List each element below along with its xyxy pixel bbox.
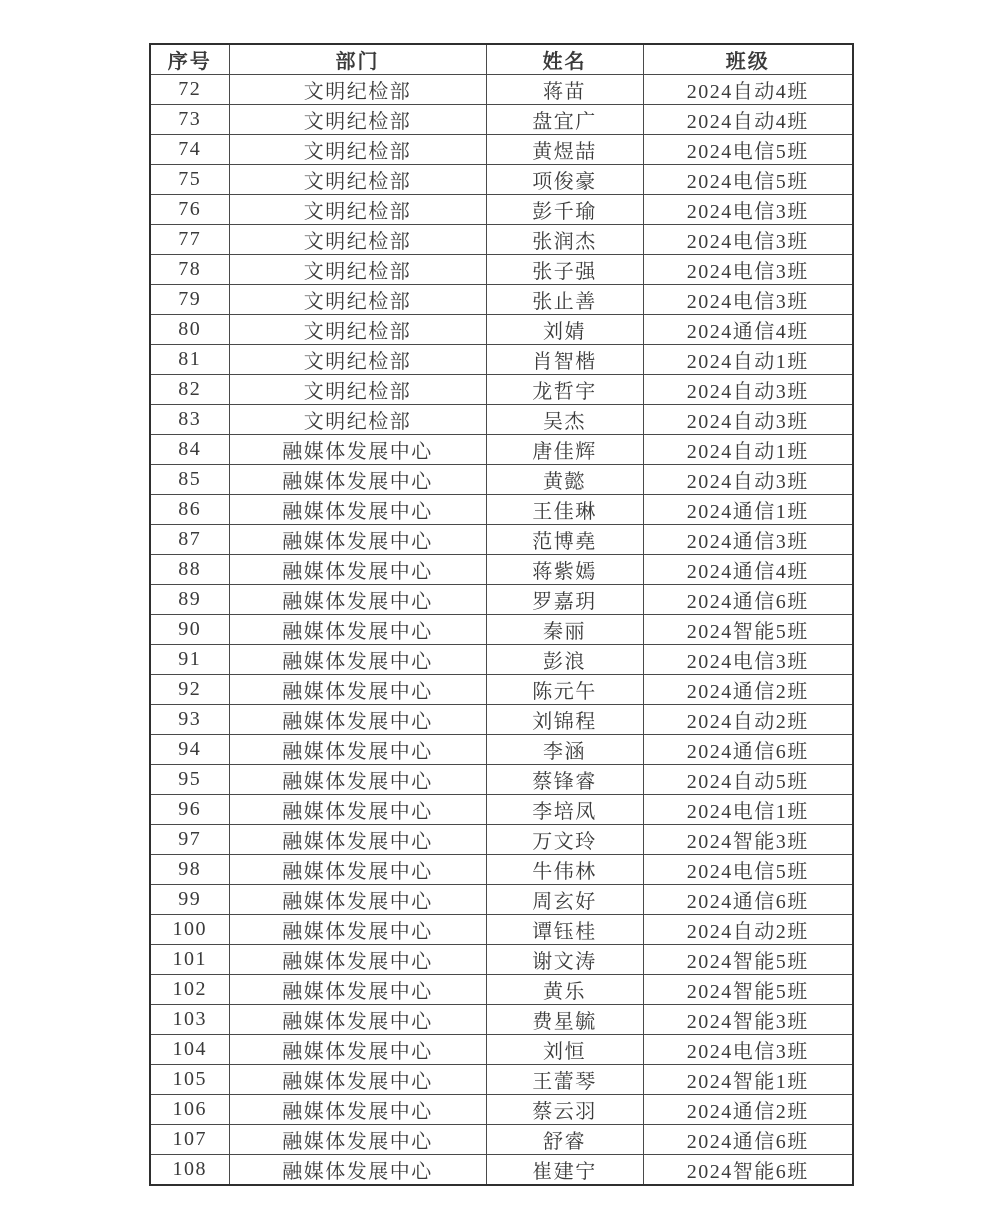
cell-class: 2024自动3班 — [643, 465, 853, 495]
table-row — [150, 825, 853, 855]
table-row — [150, 1125, 853, 1155]
cell-department: 融媒体发展中心 — [229, 855, 486, 885]
cell-class: 2024通信4班 — [643, 555, 853, 585]
cell-class: 2024通信2班 — [643, 675, 853, 705]
cell-name: 蒋苗 — [486, 75, 643, 105]
cell-class: 2024智能5班 — [643, 615, 853, 645]
cell-name: 黄懿 — [486, 465, 643, 495]
cell-name: 黄煜喆 — [486, 135, 643, 165]
cell-class: 2024自动1班 — [643, 435, 853, 465]
cell-class: 2024智能5班 — [643, 945, 853, 975]
cell-class: 2024电信3班 — [643, 285, 853, 315]
cell-name: 盘宜广 — [486, 105, 643, 135]
cell-name: 牛伟林 — [486, 855, 643, 885]
table-row — [150, 525, 853, 555]
cell-department: 文明纪检部 — [229, 75, 486, 105]
cell-department: 文明纪检部 — [229, 195, 486, 225]
cell-class: 2024自动4班 — [643, 75, 853, 105]
table-row — [150, 675, 853, 705]
cell-class: 2024电信3班 — [643, 645, 853, 675]
table-row — [150, 945, 853, 975]
cell-class: 2024自动3班 — [643, 375, 853, 405]
cell-index: 87 — [150, 525, 229, 555]
cell-department: 文明纪检部 — [229, 225, 486, 255]
cell-name: 崔建宁 — [486, 1155, 643, 1186]
header-cell-department: 部门 — [229, 44, 486, 75]
table-row — [150, 855, 853, 885]
cell-class: 2024通信6班 — [643, 1125, 853, 1155]
header-cell-name: 姓名 — [486, 44, 643, 75]
cell-class: 2024电信3班 — [643, 255, 853, 285]
table-row — [150, 705, 853, 735]
cell-name: 范博堯 — [486, 525, 643, 555]
cell-index: 95 — [150, 765, 229, 795]
cell-class: 2024智能5班 — [643, 975, 853, 1005]
table-row — [150, 735, 853, 765]
table-row — [150, 555, 853, 585]
table-row — [150, 1005, 853, 1035]
cell-name: 张子强 — [486, 255, 643, 285]
cell-index: 99 — [150, 885, 229, 915]
table-row — [150, 495, 853, 525]
cell-index: 91 — [150, 645, 229, 675]
cell-class: 2024智能6班 — [643, 1155, 853, 1186]
table-row — [150, 795, 853, 825]
cell-name: 项俊豪 — [486, 165, 643, 195]
cell-department: 融媒体发展中心 — [229, 735, 486, 765]
table-row — [150, 975, 853, 1005]
cell-name: 彭浪 — [486, 645, 643, 675]
cell-name: 秦丽 — [486, 615, 643, 645]
cell-index: 77 — [150, 225, 229, 255]
cell-name: 陈元午 — [486, 675, 643, 705]
cell-department: 融媒体发展中心 — [229, 645, 486, 675]
cell-index: 100 — [150, 915, 229, 945]
cell-name: 黄乐 — [486, 975, 643, 1005]
cell-name: 李涵 — [486, 735, 643, 765]
cell-index: 102 — [150, 975, 229, 1005]
cell-department: 文明纪检部 — [229, 285, 486, 315]
cell-department: 融媒体发展中心 — [229, 1035, 486, 1065]
cell-department: 融媒体发展中心 — [229, 705, 486, 735]
roster-table-body — [150, 75, 853, 1186]
cell-department: 融媒体发展中心 — [229, 915, 486, 945]
cell-class: 2024通信6班 — [643, 585, 853, 615]
cell-name: 彭千瑜 — [486, 195, 643, 225]
table-row — [150, 165, 853, 195]
cell-class: 2024电信5班 — [643, 135, 853, 165]
header-cell-index: 序号 — [150, 44, 229, 75]
cell-department: 融媒体发展中心 — [229, 465, 486, 495]
cell-department: 文明纪检部 — [229, 255, 486, 285]
cell-department: 融媒体发展中心 — [229, 615, 486, 645]
cell-index: 107 — [150, 1125, 229, 1155]
cell-department: 融媒体发展中心 — [229, 765, 486, 795]
cell-department: 融媒体发展中心 — [229, 825, 486, 855]
table-row — [150, 765, 853, 795]
cell-class: 2024通信3班 — [643, 525, 853, 555]
table-row — [150, 195, 853, 225]
cell-index: 79 — [150, 285, 229, 315]
table-row — [150, 585, 853, 615]
cell-name: 唐佳辉 — [486, 435, 643, 465]
cell-class: 2024自动2班 — [643, 705, 853, 735]
header-row — [150, 44, 853, 75]
roster-table — [149, 43, 854, 1186]
table-row — [150, 1035, 853, 1065]
table-row — [150, 135, 853, 165]
cell-name: 万文玲 — [486, 825, 643, 855]
cell-department: 融媒体发展中心 — [229, 1005, 486, 1035]
table-row — [150, 225, 853, 255]
cell-department: 融媒体发展中心 — [229, 525, 486, 555]
cell-index: 73 — [150, 105, 229, 135]
cell-department: 文明纪检部 — [229, 405, 486, 435]
cell-class: 2024电信3班 — [643, 1035, 853, 1065]
cell-index: 92 — [150, 675, 229, 705]
cell-class: 2024智能3班 — [643, 825, 853, 855]
cell-name: 肖智楷 — [486, 345, 643, 375]
cell-index: 83 — [150, 405, 229, 435]
cell-index: 93 — [150, 705, 229, 735]
cell-department: 文明纪检部 — [229, 375, 486, 405]
cell-class: 2024自动1班 — [643, 345, 853, 375]
cell-class: 2024自动4班 — [643, 105, 853, 135]
table-row — [150, 75, 853, 105]
cell-department: 文明纪检部 — [229, 315, 486, 345]
cell-name: 刘锦程 — [486, 705, 643, 735]
cell-department: 文明纪检部 — [229, 105, 486, 135]
table-row — [150, 405, 853, 435]
cell-index: 76 — [150, 195, 229, 225]
cell-department: 融媒体发展中心 — [229, 885, 486, 915]
cell-department: 融媒体发展中心 — [229, 945, 486, 975]
cell-department: 融媒体发展中心 — [229, 1125, 486, 1155]
cell-name: 舒睿 — [486, 1125, 643, 1155]
table-row — [150, 645, 853, 675]
table-row — [150, 285, 853, 315]
cell-index: 106 — [150, 1095, 229, 1125]
cell-department: 融媒体发展中心 — [229, 675, 486, 705]
cell-class: 2024自动5班 — [643, 765, 853, 795]
cell-class: 2024电信3班 — [643, 195, 853, 225]
cell-department: 融媒体发展中心 — [229, 585, 486, 615]
cell-name: 罗嘉玥 — [486, 585, 643, 615]
cell-name: 蔡云羽 — [486, 1095, 643, 1125]
cell-index: 74 — [150, 135, 229, 165]
cell-name: 谭钰桂 — [486, 915, 643, 945]
cell-index: 81 — [150, 345, 229, 375]
table-row — [150, 915, 853, 945]
cell-index: 82 — [150, 375, 229, 405]
table-row — [150, 375, 853, 405]
cell-name: 费星毓 — [486, 1005, 643, 1035]
cell-class: 2024通信4班 — [643, 315, 853, 345]
cell-name: 李培凤 — [486, 795, 643, 825]
cell-class: 2024通信6班 — [643, 885, 853, 915]
cell-department: 融媒体发展中心 — [229, 435, 486, 465]
table-row — [150, 615, 853, 645]
cell-name: 张止善 — [486, 285, 643, 315]
cell-department: 融媒体发展中心 — [229, 795, 486, 825]
cell-department: 融媒体发展中心 — [229, 555, 486, 585]
cell-department: 融媒体发展中心 — [229, 495, 486, 525]
cell-index: 97 — [150, 825, 229, 855]
table-row — [150, 885, 853, 915]
cell-name: 刘恒 — [486, 1035, 643, 1065]
cell-department: 文明纪检部 — [229, 135, 486, 165]
header-cell-class: 班级 — [643, 44, 853, 75]
table-row — [150, 345, 853, 375]
cell-index: 88 — [150, 555, 229, 585]
cell-department: 融媒体发展中心 — [229, 1095, 486, 1125]
cell-class: 2024自动3班 — [643, 405, 853, 435]
table-row — [150, 1095, 853, 1125]
cell-name: 谢文涛 — [486, 945, 643, 975]
cell-class: 2024通信2班 — [643, 1095, 853, 1125]
table-row — [150, 255, 853, 285]
cell-department: 文明纪检部 — [229, 345, 486, 375]
cell-index: 78 — [150, 255, 229, 285]
cell-index: 96 — [150, 795, 229, 825]
cell-name: 王佳琳 — [486, 495, 643, 525]
table-row — [150, 105, 853, 135]
cell-name: 王蕾琴 — [486, 1065, 643, 1095]
cell-name: 蔡锋睿 — [486, 765, 643, 795]
table-row — [150, 315, 853, 345]
cell-class: 2024通信1班 — [643, 495, 853, 525]
cell-index: 85 — [150, 465, 229, 495]
table-row — [150, 465, 853, 495]
cell-class: 2024电信1班 — [643, 795, 853, 825]
cell-index: 86 — [150, 495, 229, 525]
cell-department: 融媒体发展中心 — [229, 1065, 486, 1095]
cell-index: 98 — [150, 855, 229, 885]
cell-index: 103 — [150, 1005, 229, 1035]
cell-name: 周玄好 — [486, 885, 643, 915]
cell-index: 72 — [150, 75, 229, 105]
cell-index: 75 — [150, 165, 229, 195]
cell-index: 80 — [150, 315, 229, 345]
cell-class: 2024电信5班 — [643, 855, 853, 885]
cell-name: 刘婧 — [486, 315, 643, 345]
cell-name: 蒋紫嫣 — [486, 555, 643, 585]
cell-class: 2024智能1班 — [643, 1065, 853, 1095]
cell-index: 101 — [150, 945, 229, 975]
cell-index: 104 — [150, 1035, 229, 1065]
cell-name: 吴杰 — [486, 405, 643, 435]
cell-class: 2024电信3班 — [643, 225, 853, 255]
cell-department: 文明纪检部 — [229, 165, 486, 195]
cell-index: 84 — [150, 435, 229, 465]
cell-index: 90 — [150, 615, 229, 645]
cell-index: 105 — [150, 1065, 229, 1095]
cell-class: 2024通信6班 — [643, 735, 853, 765]
cell-name: 张润杰 — [486, 225, 643, 255]
cell-class: 2024智能3班 — [643, 1005, 853, 1035]
cell-class: 2024自动2班 — [643, 915, 853, 945]
table-row — [150, 1065, 853, 1095]
cell-department: 融媒体发展中心 — [229, 975, 486, 1005]
cell-class: 2024电信5班 — [643, 165, 853, 195]
cell-index: 94 — [150, 735, 229, 765]
table-row — [150, 435, 853, 465]
cell-department: 融媒体发展中心 — [229, 1155, 486, 1186]
cell-index: 108 — [150, 1155, 229, 1186]
cell-name: 龙哲宇 — [486, 375, 643, 405]
table-row — [150, 1155, 853, 1186]
cell-index: 89 — [150, 585, 229, 615]
